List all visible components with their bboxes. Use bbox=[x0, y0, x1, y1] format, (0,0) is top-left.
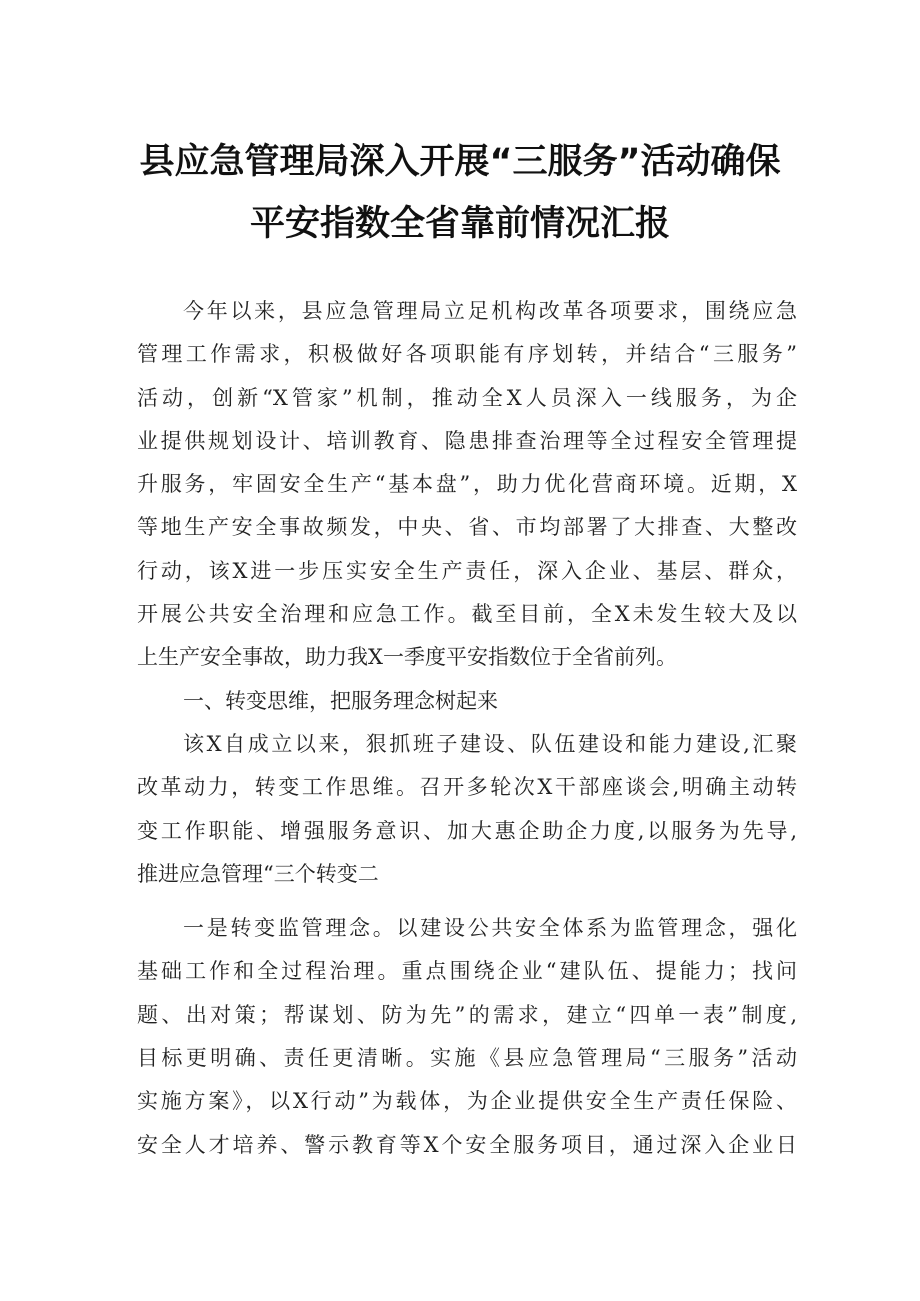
text-line: 实施方案》，以X行动”为载体，为企业提供安全生产责任保险、 bbox=[137, 1089, 797, 1114]
text-line: 题、出对策；帮谋划、防为先”的需求，建立“四单一表”制度, bbox=[137, 1002, 797, 1027]
paragraph-intro bbox=[137, 290, 797, 680]
text-line: 推进应急管理“三个转变二 bbox=[137, 861, 379, 886]
document-title-line-2: 平安指数全省靠前情况汇报 bbox=[249, 204, 670, 244]
text-line: 一是转变监管理念。以建设公共安全体系为监管理念，强化 bbox=[183, 916, 797, 941]
paragraph-point-1 bbox=[137, 907, 797, 1167]
text-line: 今年以来，县应急管理局立足机构改革各项要求，围绕应急 bbox=[183, 299, 797, 323]
text-line: 行动，该X进一步压实安全生产责任，深入企业、基层、群众， bbox=[137, 558, 797, 583]
text-line: 该X自成立以来，狠抓班子建设、队伍建设和能力建设,汇聚 bbox=[183, 731, 797, 756]
text-line: 基础工作和全过程治理。重点围绕企业“建队伍、提能力；找问 bbox=[137, 959, 797, 984]
text-line: 活动，创新“X管家”机制，推动全X人员深入一线服务，为企 bbox=[137, 385, 797, 410]
text-line: 目标更明确、责任更清晰。实施《县应急管理局“三服务”活动 bbox=[137, 1046, 797, 1071]
text-line: 管理工作需求，积极做好各项职能有序划转，并结合“三服务” bbox=[137, 342, 797, 367]
text-line: 业提供规划设计、培训教育、隐患排查治理等全过程安全管理提 bbox=[137, 428, 797, 453]
text-line: 开展公共安全治理和应急工作。截至目前，全X未发生较大及以 bbox=[137, 602, 797, 627]
paragraph-section-1 bbox=[137, 723, 797, 896]
text-line: 升服务，牢固安全生产“基本盘”，助力优化营商环境。近期，X bbox=[137, 472, 797, 497]
paragraph-gap bbox=[137, 896, 797, 907]
text-line: 安全人才培养、警示教育等X个安全服务项目，通过深入企业日 bbox=[137, 1132, 797, 1157]
text-line: 变工作职能、增强服务意识、加大惠企助企力度,以服务为先导, bbox=[137, 818, 797, 843]
document-body bbox=[137, 290, 797, 1167]
text-line: 等地生产安全事故频发，中央、省、市均部署了大排查、大整改 bbox=[137, 515, 797, 540]
section-heading-1: 一、转变思维，把服务理念树起来 bbox=[183, 688, 498, 713]
text-line: 上生产安全事故，助力我X一季度平安指数位于全省前列。 bbox=[137, 645, 677, 670]
text-line: 改革动力，转变工作思维。召开多轮次X干部座谈会,明确主动转 bbox=[137, 775, 797, 800]
document-title-line-1: 县应急管理局深入开展“三服务”活动确保 bbox=[139, 142, 781, 182]
